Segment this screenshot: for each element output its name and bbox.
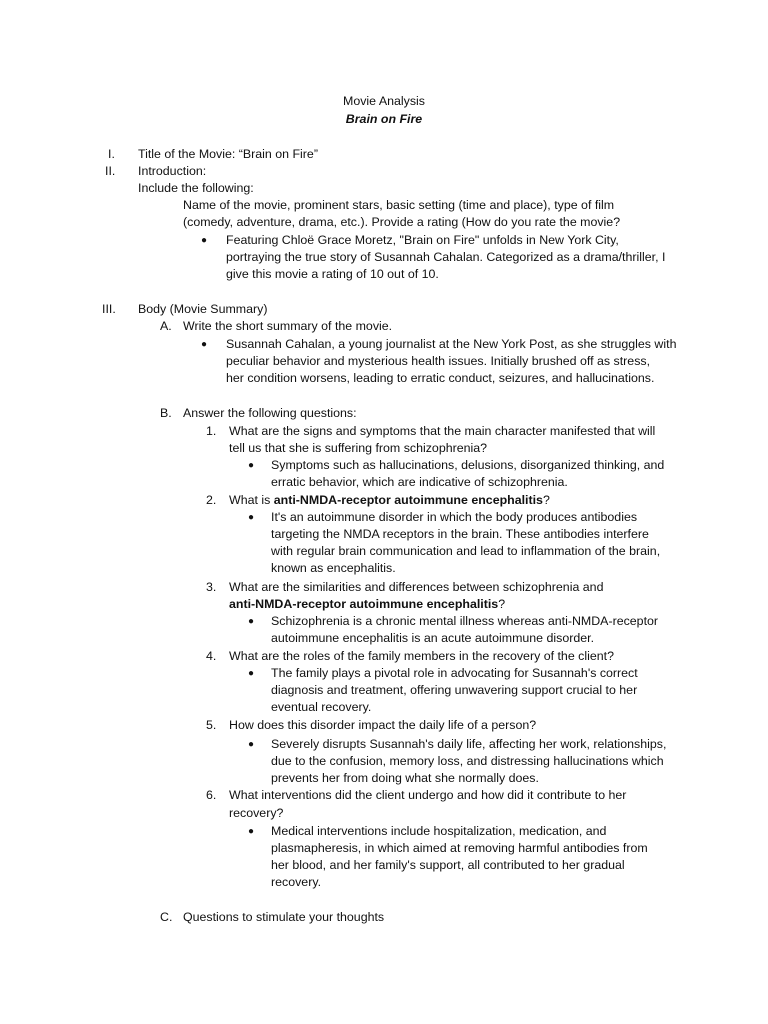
question-number: 6. [206,788,217,802]
answer-line: It's an autoimmune disorder in which the body produces antibodies [271,510,638,524]
question-number: 4. [206,649,217,663]
section-ii-text: Introduction: [138,164,207,178]
summary-line: peculiar behavior and mysterious health issues. Initially brushed off as stress, [226,354,651,368]
bullet-icon: ● [248,739,255,750]
section-ii-numeral: II. [105,164,116,178]
item-b-letter: B. [160,406,172,420]
question-line [229,596,505,613]
bullet-icon: ● [248,512,255,523]
question-line: recovery? [229,806,284,820]
item-c-text: Questions to stimulate your thoughts [183,910,385,924]
bullet-icon: ● [201,235,208,246]
answer-line: erratic behavior, which are indicative of schizophrenia. [271,475,568,489]
bullet-icon: ● [248,668,255,679]
movie-title: Brain on Fire [345,112,423,126]
answer-line: recovery. [271,875,322,889]
intro-answer-line: Featuring Chloë Grace Moretz, "Brain on Fire" unfolds in New York City, [226,233,619,247]
intro-instruction-line: Name of the movie, prominent stars, basic setting (time and place), type of film [183,198,615,212]
intro-instruction-line: (comedy, adventure, drama, etc.). Provide a rating (How do you rate the movie? [183,215,621,229]
answer-line: Schizophrenia is a chronic mental illness whereas anti-NMDA-receptor [271,614,659,628]
question-text: ? [542,493,550,507]
answer-line: eventual recovery. [271,700,372,714]
item-c-letter: C. [160,910,173,924]
section-i-numeral: I. [108,147,115,161]
question-bold-term: anti-NMDA-receptor autoimmune encephalitis [229,597,499,611]
section-ii-include: Include the following: [138,181,254,195]
item-a-letter: A. [160,319,172,333]
intro-answer-line: give this movie a rating of 10 out of 10. [226,267,439,281]
section-iii-numeral: III. [102,302,116,316]
answer-line: Severely disrupts Susannah's daily life, affecting her work, relationships, [271,737,667,751]
answer-line: with regular brain communication and lead to inflammation of the brain, [271,544,661,558]
summary-line: her condition worsens, leading to erratic conduct, seizures, and hallucinations. [226,371,655,385]
question-line: What are the similarities and differences between schizophrenia and [229,580,604,594]
item-b-text: Answer the following questions: [183,406,357,420]
summary-line: Susannah Cahalan, a young journalist at the New York Post, as she struggles with [226,337,677,351]
answer-line: Symptoms such as hallucinations, delusions, disorganized thinking, and [271,458,665,472]
intro-answer-line: portraying the true story of Susannah Cahalan. Categorized as a drama/thriller, I [226,250,666,264]
answer-line: Medical interventions include hospitalization, medication, and [271,824,607,838]
bullet-icon: ● [248,460,255,471]
answer-line: The family plays a pivotal role in advocating for Susannah's correct [271,666,638,680]
question-number: 2. [206,493,217,507]
question-line [229,492,550,509]
question-line: tell us that she is suffering from schizophrenia? [229,441,488,455]
question-number: 1. [206,424,217,438]
question-text: What is [229,493,274,507]
answer-line: plasmapheresis, in which aimed at removing harmful antibodies from [271,841,648,855]
section-i-text: Title of the Movie: “Brain on Fire” [138,147,318,161]
answer-line: due to the confusion, memory loss, and distressing hallucinations which [271,754,664,768]
question-line: What are the roles of the family members in the recovery of the client? [229,649,614,663]
answer-line: targeting the NMDA receptors in the brain. These antibodies interfere [271,527,649,541]
question-line: What are the signs and symptoms that the main character manifested that will [229,424,656,438]
question-number: 3. [206,580,217,594]
answer-line: known as encephalitis. [271,561,396,575]
section-iii-text: Body (Movie Summary) [138,302,268,316]
bullet-icon: ● [248,826,255,837]
item-a-text: Write the short summary of the movie. [183,319,393,333]
bullet-icon: ● [201,339,208,350]
question-number: 5. [206,718,217,732]
bullet-icon: ● [248,616,255,627]
answer-line: her blood, and her family's support, all contributed to her gradual [271,858,625,872]
question-text: ? [498,597,506,611]
question-line: What interventions did the client undergo and how did it contribute to her [229,788,627,802]
answer-line: diagnosis and treatment, offering unwavering support crucial to her [271,683,638,697]
document-title: Movie Analysis [343,94,425,108]
answer-line: autoimmune encephalitis is an acute autoimmune disorder. [271,631,595,645]
question-bold-term: anti-NMDA-receptor autoimmune encephalitis [273,493,543,507]
question-line: How does this disorder impact the daily life of a person? [229,718,537,732]
answer-line: prevents her from doing what she normally does. [271,771,539,785]
